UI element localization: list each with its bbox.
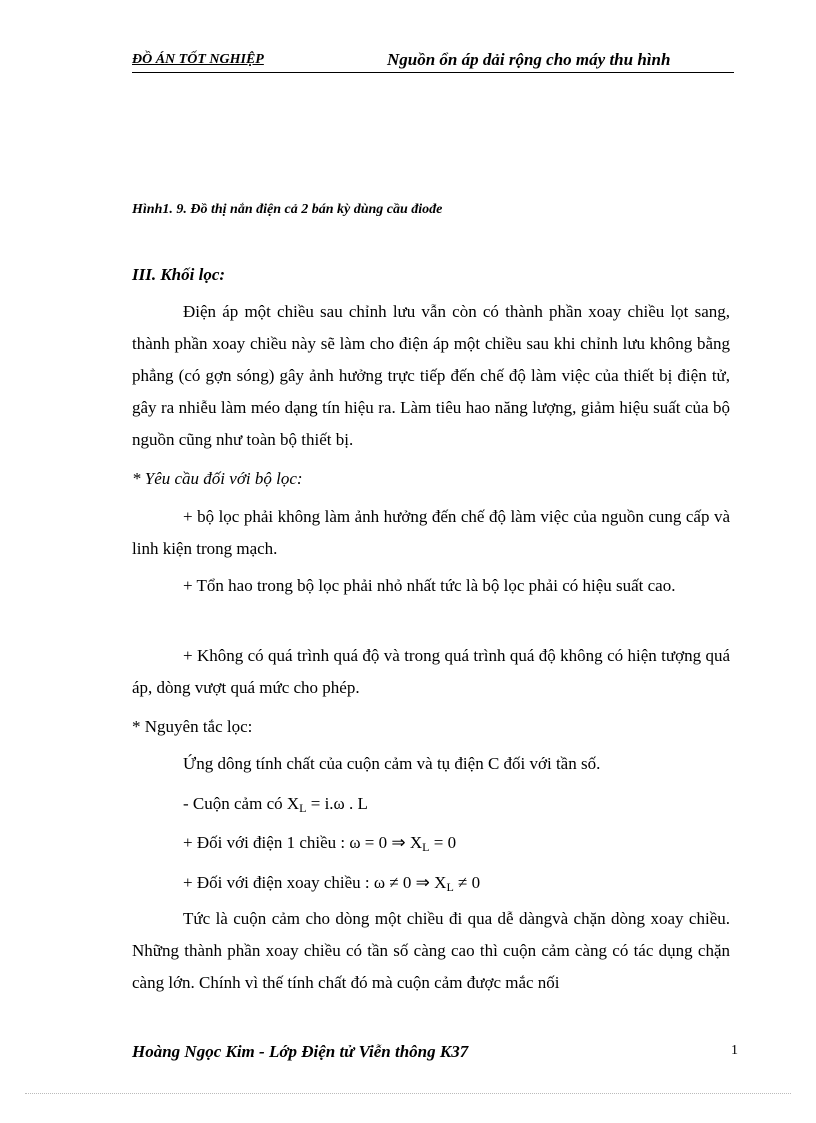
requirement-item: + Không có quá trình quá độ và trong quá trình quá độ không có hiện tượng quá áp, dòng vượt quá mức cho phép. bbox=[132, 646, 730, 697]
principle-text: Ứng dông tính chất của cuộn cảm và tụ điện C đối với tần số. bbox=[183, 754, 601, 773]
principle-heading: * Nguyên tắc lọc: bbox=[132, 717, 253, 736]
formula-dc-case: + Đối với điện 1 chiều : ω = 0 ⇒ $X_L = 0$ bbox=[183, 833, 457, 854]
paragraph-intro: Điện áp một chiều sau chỉnh lưu vẫn còn có thành phần xoay chiều lọt sang, thành phần xoay chiều này sẽ làm cho điện áp một chiều sau khi chỉnh lưu không bằng phẳng (có gợn sóng) gây ảnh hưởng trực tiếp đến chế độ làm việc của thiết bị điện tử, gây ra nhiễu làm méo dạng tín hiệu ra. Làm tiêu hao năng lượng, giảm hiệu suất của bộ nguồn cũng như toàn bộ thiết bị. bbox=[132, 302, 730, 449]
section-title: III. Khối lọc: bbox=[132, 265, 226, 284]
page-number: 1 bbox=[731, 1043, 738, 1058]
footer-author: Hoàng Ngọc Kim - Lớp Điện tử Viễn thông K37 bbox=[132, 1042, 469, 1061]
paragraph-conclusion: Tức là cuộn cảm cho dòng một chiều đi qua dễ dàngvà chặn dòng xoay chiều. Những thành phần xoay chiều có tần số càng cao thì cuộn cảm càng có tác dụng chặn càng lớn. Chính vì thế tính chất đó mà cuộn cảm được mắc nối bbox=[132, 909, 730, 992]
header-project-label: ĐỒ ÁN TỐT NGHIỆP bbox=[132, 52, 264, 67]
page-bottom-border bbox=[25, 1093, 791, 1094]
figure-caption: Hình1. 9. Đồ thị nắn điện cả 2 bán kỳ dùng cầu điođe bbox=[132, 202, 443, 217]
formula-inductive-reactance: - Cuộn cảm có $X_L = i.\omega$ . L bbox=[183, 794, 368, 815]
header-document-title: Nguồn ổn áp dải rộng cho máy thu hình bbox=[387, 50, 671, 69]
formula-ac-case: + Đối với điện xoay chiều : ω ≠ 0 ⇒ $X_L \ne 0$ bbox=[183, 873, 481, 894]
page-header bbox=[132, 50, 734, 73]
requirement-item: + bộ lọc phải không làm ảnh hưởng đến chế độ làm việc của nguồn cung cấp và linh kiện trong mạch. bbox=[132, 507, 730, 558]
requirements-heading: * Yêu cầu đối với bộ lọc: bbox=[132, 469, 303, 488]
requirement-item: + Tổn hao trong bộ lọc phải nhỏ nhất tức là bộ lọc phải có hiệu suất cao. bbox=[183, 576, 676, 595]
